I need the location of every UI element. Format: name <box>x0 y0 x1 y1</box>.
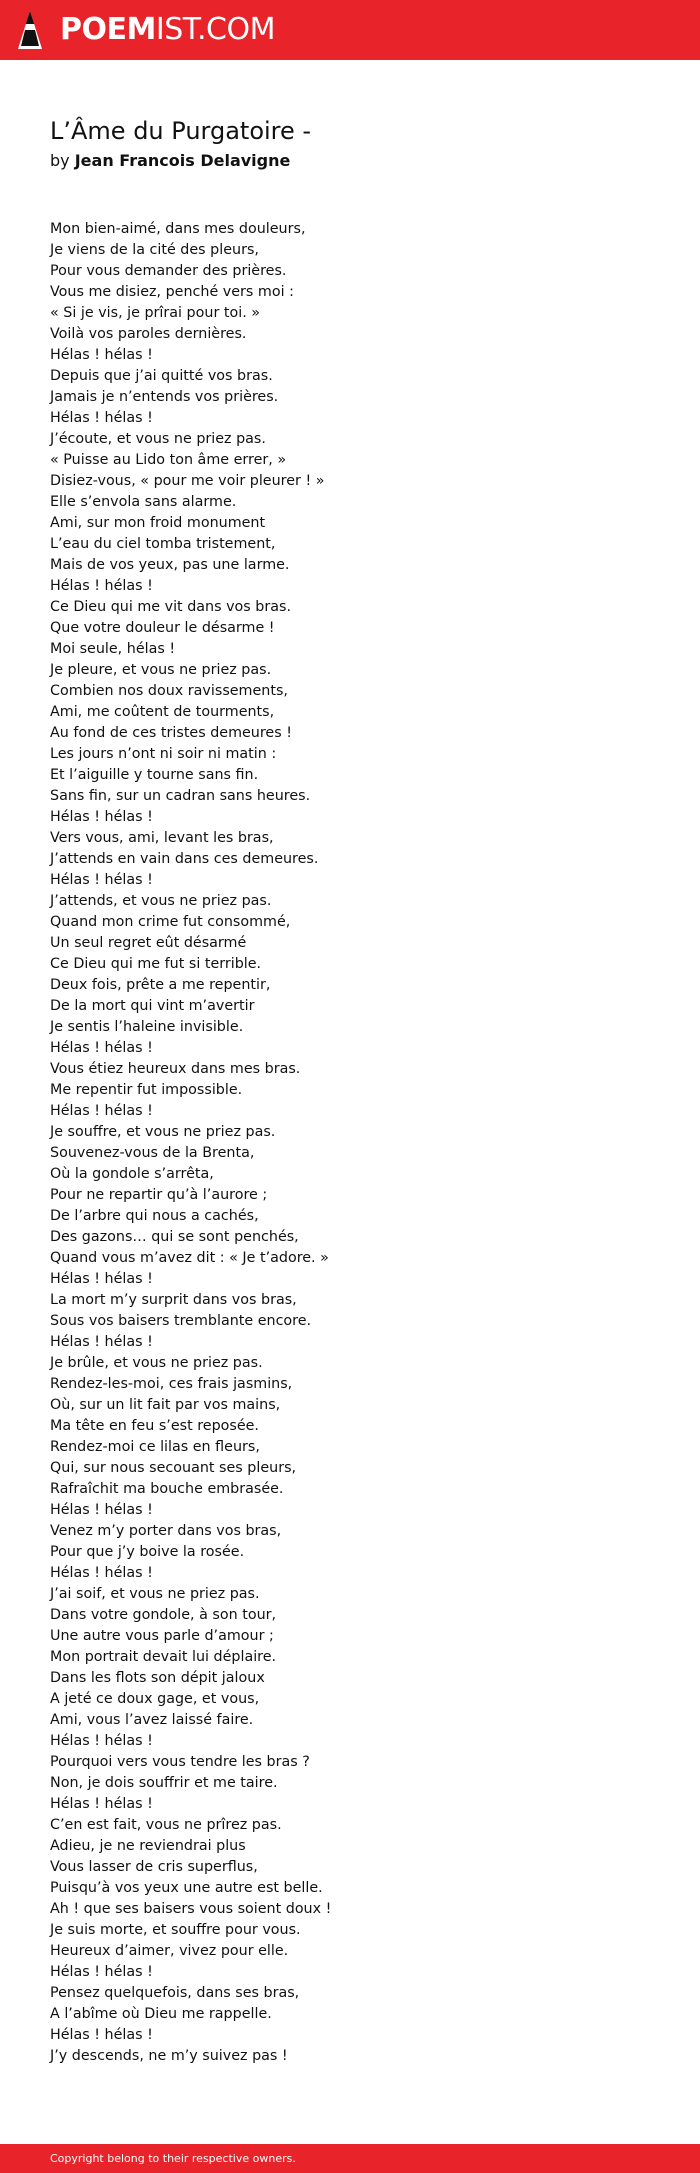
poem-line: Hélas ! hélas ! <box>50 1565 153 1581</box>
poem-line: Disiez-vous, « pour me voir pleurer ! » <box>50 473 325 489</box>
poem-line: Ami, sur mon froid monument <box>50 515 266 531</box>
poem-line: Hélas ! hélas ! <box>50 1334 153 1350</box>
poem-title: L’Âme du Purgatoire - <box>50 117 312 145</box>
poem-line: J’y descends, ne m’y suivez pas ! <box>50 2048 288 2064</box>
poem-line: Où la gondole s’arrêta, <box>50 1166 214 1182</box>
poem-line: Au fond de ces tristes demeures ! <box>50 725 292 741</box>
poem-line: Hélas ! hélas ! <box>50 578 153 594</box>
poem-line: Et l’aiguille y tourne sans fin. <box>50 767 259 783</box>
poem-line: Où, sur un lit fait par vos mains, <box>50 1397 281 1413</box>
footer-copyright: Copyright belong to their respective owners. <box>50 2152 296 2165</box>
poem-line: Pour ne repartir qu’à l’aurore ; <box>50 1187 268 1203</box>
poem-line: Pour que j’y boive la rosée. <box>50 1544 245 1560</box>
site-footer <box>0 2144 700 2173</box>
poem-line: Puisqu’à vos yeux une autre est belle. <box>50 1880 323 1896</box>
poem-line: Hélas ! hélas ! <box>50 1964 153 1980</box>
poem-line: De l’arbre qui nous a cachés, <box>50 1208 259 1224</box>
poem-line: Hélas ! hélas ! <box>50 1796 153 1812</box>
poem-line: Non, je dois souffrir et me taire. <box>50 1775 278 1791</box>
poem-line: Pensez quelquefois, dans ses bras, <box>50 1985 300 2001</box>
poem-line: Ce Dieu qui me fut si terrible. <box>50 956 262 972</box>
poem-line: Hélas ! hélas ! <box>50 1502 153 1518</box>
poem-line: Pourquoi vers vous tendre les bras ? <box>50 1754 310 1770</box>
poem-author-link[interactable]: Jean Francois Delavigne <box>74 151 291 170</box>
poem-line: Vous lasser de cris superflus, <box>50 1859 258 1875</box>
poem-header <box>50 112 650 172</box>
poem-line: Souvenez-vous de la Brenta, <box>50 1145 255 1161</box>
poem-line: Rendez-moi ce lilas en fleurs, <box>50 1439 260 1455</box>
poem-line: De la mort qui vint m’avertir <box>50 998 255 1014</box>
poem-line: Hélas ! hélas ! <box>50 2027 153 2043</box>
poem-line: J’écoute, et vous ne priez pas. <box>50 431 266 447</box>
byline-prefix: by <box>50 151 70 170</box>
poem-line: Qui, sur nous secouant ses pleurs, <box>50 1460 297 1476</box>
poem-line: J’ai soif, et vous ne priez pas. <box>50 1586 260 1602</box>
logo-text-light: IST.COM <box>155 12 275 47</box>
poem-line: L’eau du ciel tomba tristement, <box>50 536 276 552</box>
poem-line: Ce Dieu qui me vit dans vos bras. <box>50 599 292 615</box>
poem-line: Hélas ! hélas ! <box>50 1103 153 1119</box>
poem-body <box>50 219 650 2067</box>
pencil-icon <box>16 10 44 50</box>
poem-line: Je suis morte, et souffre pour vous. <box>50 1922 301 1938</box>
poem-line: Moi seule, hélas ! <box>50 641 176 657</box>
poem-line: Me repentir fut impossible. <box>50 1082 243 1098</box>
poem-line: Les jours n’ont ni soir ni matin : <box>50 746 277 762</box>
poem-line: Je brûle, et vous ne priez pas. <box>50 1355 263 1371</box>
poem-line: Je souffre, et vous ne priez pas. <box>50 1124 276 1140</box>
site-logo-link[interactable] <box>16 10 275 50</box>
poem-line: Hélas ! hélas ! <box>50 872 153 888</box>
poem-line: Un seul regret eût désarmé <box>50 935 247 951</box>
logo-text-bold: POEM <box>60 12 156 47</box>
poem-line: C’en est fait, vous ne prîrez pas. <box>50 1817 282 1833</box>
poem-line: Je viens de la cité des pleurs, <box>50 242 259 258</box>
poem-line: Quand mon crime fut consommé, <box>50 914 291 930</box>
poem-line: Mon portrait devait lui déplaire. <box>50 1649 277 1665</box>
poem-line: Ami, me coûtent de tourments, <box>50 704 275 720</box>
site-header <box>0 0 700 60</box>
poem-line: Voilà vos paroles dernières. <box>50 326 247 342</box>
poem-line: Mais de vos yeux, pas une larme. <box>50 557 290 573</box>
site-logo-text <box>60 10 275 50</box>
poem-line: Je pleure, et vous ne priez pas. <box>50 662 272 678</box>
poem-line: Hélas ! hélas ! <box>50 809 153 825</box>
poem-line: Venez m’y porter dans vos bras, <box>50 1523 282 1539</box>
poem-line: Une autre vous parle d’amour ; <box>50 1628 274 1644</box>
poem-line: Hélas ! hélas ! <box>50 1271 153 1287</box>
poem-line: Quand vous m’avez dit : « Je t’adore. » <box>50 1250 329 1266</box>
poem-line: Des gazons… qui se sont penchés, <box>50 1229 299 1245</box>
poem-line: Que votre douleur le désarme ! <box>50 620 275 636</box>
poem-line: Elle s’envola sans alarme. <box>50 494 237 510</box>
poem-line: Heureux d’aimer, vivez pour elle. <box>50 1943 289 1959</box>
poem-line: « Puisse au Lido ton âme errer, » <box>50 452 287 468</box>
poem-line: Ma tête en feu s’est reposée. <box>50 1418 259 1434</box>
poem-line: Vous me disiez, penché vers moi : <box>50 284 294 300</box>
poem-line: Je sentis l’haleine invisible. <box>50 1019 244 1035</box>
poem-line: Mon bien-aimé, dans mes douleurs, <box>50 221 306 237</box>
poem-line: Dans votre gondole, à son tour, <box>50 1607 277 1623</box>
poem-line: Pour vous demander des prières. <box>50 263 287 279</box>
poem-line: J’attends en vain dans ces demeures. <box>50 851 319 867</box>
poem-line: « Si je vis, je prîrai pour toi. » <box>50 305 261 321</box>
poem-line: Depuis que j’ai quitté vos bras. <box>50 368 273 384</box>
poem-line: Vers vous, ami, levant les bras, <box>50 830 274 846</box>
poem-line: Hélas ! hélas ! <box>50 1040 153 1056</box>
poem-line: Hélas ! hélas ! <box>50 1733 153 1749</box>
poem-line: Sous vos baisers tremblante encore. <box>50 1313 312 1329</box>
poem-line: Ah ! que ses baisers vous soient doux ! <box>50 1901 332 1917</box>
poem-line: Ami, vous l’avez laissé faire. <box>50 1712 254 1728</box>
poem-line: Jamais je n’entends vos prières. <box>50 389 279 405</box>
poem-line: Combien nos doux ravissements, <box>50 683 288 699</box>
poem-line: Dans les flots son dépit jaloux <box>50 1670 265 1686</box>
poem-line: Adieu, je ne reviendrai plus <box>50 1838 246 1854</box>
poem-line: Hélas ! hélas ! <box>50 347 153 363</box>
poem-line: Vous étiez heureux dans mes bras. <box>50 1061 301 1077</box>
poem-line: La mort m’y surprit dans vos bras, <box>50 1292 297 1308</box>
poem-line: Hélas ! hélas ! <box>50 410 153 426</box>
poem-line: Sans fin, sur un cadran sans heures. <box>50 788 311 804</box>
poem-byline <box>50 150 650 172</box>
poem-line: A jeté ce doux gage, et vous, <box>50 1691 260 1707</box>
poem-line: J’attends, et vous ne priez pas. <box>50 893 272 909</box>
poem-line: Deux fois, prête a me repentir, <box>50 977 271 993</box>
poem-line: A l’abîme où Dieu me rappelle. <box>50 2006 272 2022</box>
poem-line: Rendez-les-moi, ces frais jasmins, <box>50 1376 293 1392</box>
poem-line: Rafraîchit ma bouche embrasée. <box>50 1481 284 1497</box>
